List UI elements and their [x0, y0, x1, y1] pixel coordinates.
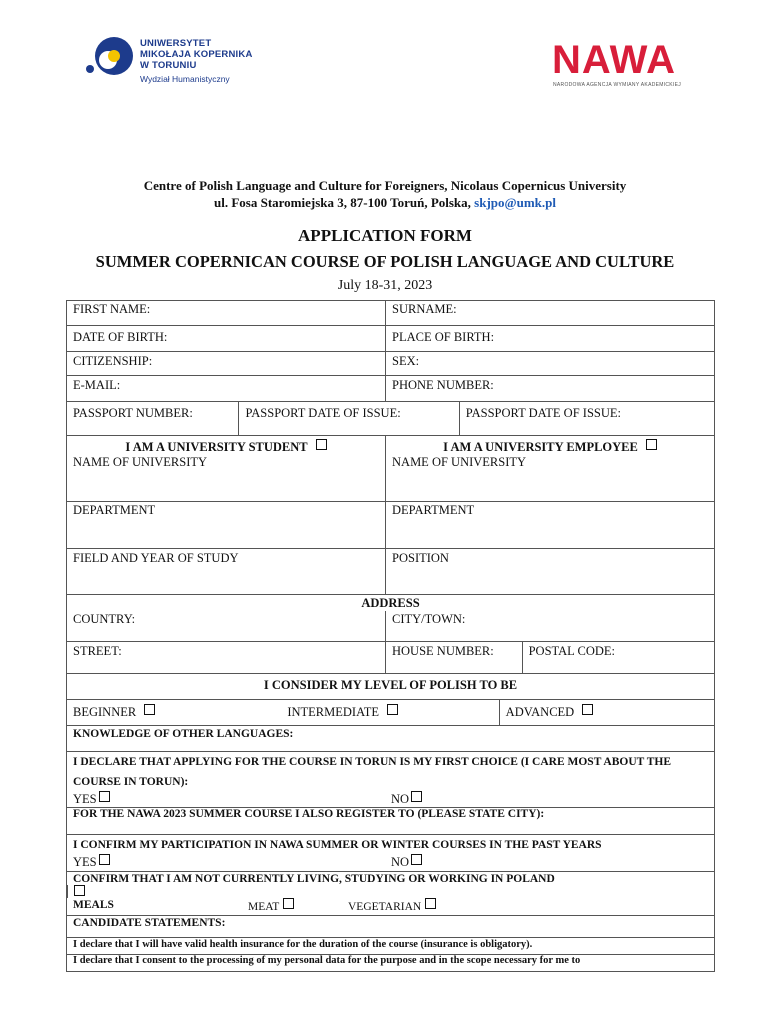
field-and-year-field[interactable]: FIELD AND YEAR OF STUDY	[73, 551, 239, 565]
employee-university-field[interactable]: NAME OF UNIVERSITY	[392, 455, 527, 469]
past-participation-no	[385, 854, 714, 871]
umk-line-1: UNIWERSYTET	[140, 38, 212, 49]
past-participation-yes-checkbox[interactable]	[99, 854, 110, 865]
form-title: APPLICATION FORM	[298, 226, 472, 245]
also-register-field[interactable]: FOR THE NAWA 2023 SUMMER COURSE I ALSO REGISTER TO (PLEASE STATE CITY):	[73, 808, 545, 820]
umk-subtitle: Wydział Humanistyczny	[140, 74, 230, 84]
email-link[interactable]: skjpo@umk.pl	[474, 195, 556, 210]
phone-number-field[interactable]: PHONE NUMBER:	[385, 376, 714, 401]
nawa-logo	[552, 40, 692, 90]
email-field[interactable]: E-MAIL:	[73, 378, 121, 392]
candidate-statements-heading: CANDIDATE STATEMENTS:	[73, 917, 226, 929]
address-heading: ADDRESS	[361, 596, 420, 610]
statement-health-insurance: I declare that I will have valid health insurance for the duration of the course (insurance is obligatory).	[73, 939, 533, 950]
country-field[interactable]: COUNTRY:	[73, 612, 136, 626]
level-advanced	[499, 700, 714, 725]
first-choice-no-checkbox[interactable]	[411, 791, 422, 802]
employee-department-field[interactable]: DEPARTMENT	[385, 502, 714, 548]
application-form	[66, 300, 715, 972]
surname-field[interactable]: SURNAME:	[385, 301, 714, 325]
citizenship-field[interactable]: CITIZENSHIP:	[73, 354, 153, 368]
student-checkbox[interactable]	[316, 439, 327, 450]
past-participation-no-checkbox[interactable]	[411, 854, 422, 865]
employee-heading: I AM A UNIVERSITY EMPLOYEE	[443, 440, 638, 454]
employee-section	[385, 436, 714, 501]
first-name-field[interactable]: FIRST NAME:	[73, 302, 151, 316]
first-choice-no-label: NO	[391, 792, 410, 806]
header-line-1: Centre of Polish Language and Culture for Foreigners, Nicolaus Copernicus University	[143, 178, 627, 193]
first-choice-no	[385, 791, 714, 807]
polish-level-heading: I CONSIDER MY LEVEL OF POLISH TO BE	[263, 678, 518, 692]
employee-checkbox[interactable]	[646, 439, 657, 450]
nawa-subtitle: NARODOWA AGENCJA WYMIANY AKADEMICKIEJ	[553, 82, 682, 88]
past-participation-yes	[67, 854, 385, 871]
student-department-field[interactable]: DEPARTMENT	[73, 503, 156, 517]
position-field[interactable]: POSITION	[385, 549, 714, 594]
level-beginner	[67, 700, 281, 725]
student-section	[67, 436, 385, 501]
header-line-2	[0, 195, 770, 211]
past-participation-yes-label: YES	[73, 855, 97, 869]
vegetarian-option-label: VEGETARIAN	[348, 901, 422, 913]
nawa-wordmark: NAWA	[552, 38, 676, 82]
advanced-checkbox[interactable]	[582, 704, 593, 715]
place-of-birth-field[interactable]: PLACE OF BIRTH:	[385, 326, 714, 351]
umk-line-3: W TORUNIU	[140, 60, 197, 71]
vegetarian-checkbox[interactable]	[425, 898, 436, 909]
first-choice-yes	[67, 791, 385, 807]
past-participation-statement: I CONFIRM MY PARTICIPATION IN NAWA SUMMER OR WINTER COURSES IN THE PAST YEARS	[73, 839, 602, 851]
not-living-statement: CONFIRM THAT I AM NOT CURRENTLY LIVING, STUDYING OR WORKING IN POLAND	[73, 873, 555, 885]
meat-option	[242, 898, 342, 915]
first-choice-statement: I DECLARE THAT APPLYING FOR THE COURSE IN TORUN IS MY FIRST CHOICE (I CARE MOST ABOUT THE COURSE IN TORUN):	[73, 756, 672, 788]
student-university-field[interactable]: NAME OF UNIVERSITY	[73, 455, 208, 469]
first-choice-yes-checkbox[interactable]	[99, 791, 110, 802]
postal-code-field[interactable]: POSTAL CODE:	[522, 642, 714, 673]
meat-checkbox[interactable]	[283, 898, 294, 909]
city-field[interactable]: CITY/TOWN:	[385, 611, 714, 641]
other-languages-field[interactable]: KNOWLEDGE OF OTHER LANGUAGES:	[73, 728, 294, 740]
level-beginner-label: BEGINNER	[73, 705, 137, 719]
level-intermediate	[281, 700, 498, 725]
level-advanced-label: ADVANCED	[505, 705, 575, 719]
not-living-checkbox[interactable]	[74, 885, 85, 896]
header-address: ul. Fosa Staromiejska 3, 87-100 Toruń, Polska,	[214, 195, 475, 210]
past-participation-no-label: NO	[391, 855, 410, 869]
sex-field[interactable]: SEX:	[385, 352, 714, 375]
vegetarian-option	[342, 898, 542, 915]
course-dates: July 18-31, 2023	[337, 278, 433, 293]
statement-data-processing: I declare that I consent to the processing of my personal data for the purpose and in the scope necessary for me to	[73, 955, 581, 966]
intermediate-checkbox[interactable]	[387, 704, 398, 715]
umk-emblem-icon	[84, 34, 136, 86]
form-subtitle: SUMMER COPERNICAN COURSE OF POLISH LANGUAGE AND CULTURE	[95, 252, 675, 271]
level-intermediate-label: INTERMEDIATE	[287, 705, 379, 719]
first-choice-yes-label: YES	[73, 792, 97, 806]
house-number-field[interactable]: HOUSE NUMBER:	[385, 642, 522, 673]
umk-logo	[84, 34, 254, 90]
meat-option-label: MEAT	[248, 901, 280, 913]
meals-label: MEALS	[73, 899, 114, 911]
passport-issue-date-field-2[interactable]: PASSPORT DATE OF ISSUE:	[459, 402, 714, 435]
date-of-birth-field[interactable]: DATE OF BIRTH:	[73, 330, 168, 344]
passport-number-field[interactable]: PASSPORT NUMBER:	[73, 406, 193, 420]
not-living-row	[67, 885, 714, 898]
umk-line-2: MIKOŁAJA KOPERNIKA	[140, 49, 253, 60]
beginner-checkbox[interactable]	[144, 704, 155, 715]
street-field[interactable]: STREET:	[73, 644, 122, 658]
student-heading: I AM A UNIVERSITY STUDENT	[125, 440, 308, 454]
passport-issue-date-field-1[interactable]: PASSPORT DATE OF ISSUE:	[238, 402, 458, 435]
